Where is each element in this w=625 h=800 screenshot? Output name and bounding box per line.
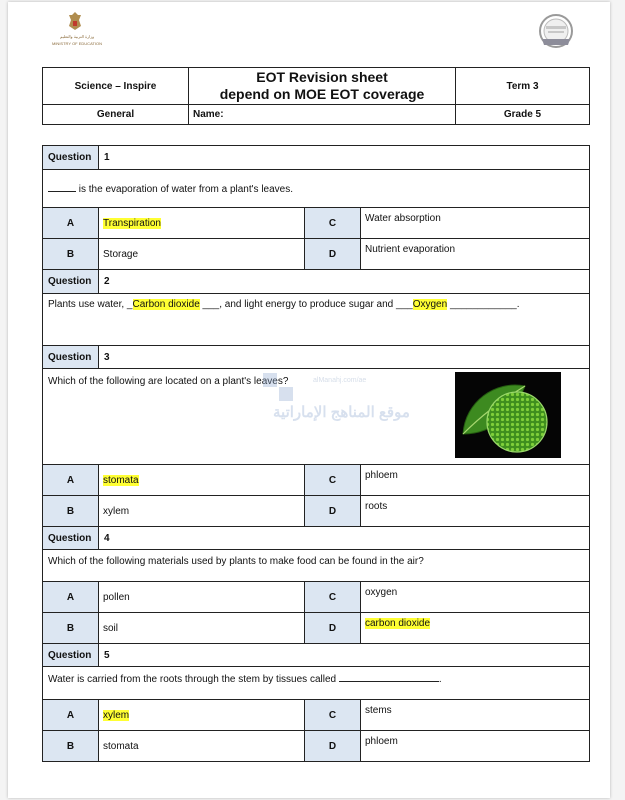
leaf-icon xyxy=(455,372,561,458)
highlighted-answer: Oxygen xyxy=(412,299,448,310)
question-stem-row xyxy=(43,667,590,700)
question-stem-row xyxy=(43,550,590,582)
question-number: 5 xyxy=(99,644,590,667)
question-number: 1 xyxy=(99,146,590,170)
options-row xyxy=(43,239,590,270)
question-header-row xyxy=(43,527,590,550)
question-header-row xyxy=(43,270,590,294)
question-stem-row xyxy=(43,294,590,346)
question-stem: is the evaporation of water from a plant's leaves. xyxy=(43,170,590,208)
question-stem: Which of the following are located on a plant's leaves? xyxy=(43,369,590,465)
option-c[interactable]: phloem xyxy=(361,465,590,496)
highlighted-answer: Carbon dioxide xyxy=(132,299,200,310)
option-d[interactable]: phloem xyxy=(361,731,590,762)
question-label: Question xyxy=(43,644,99,667)
question-label: Question xyxy=(43,527,99,550)
option-letter: A xyxy=(43,208,99,239)
question-stem-row xyxy=(43,170,590,208)
option-letter: B xyxy=(43,239,99,270)
option-letter: B xyxy=(43,613,99,644)
option-b[interactable]: stomata xyxy=(99,731,305,762)
highlighted-answer: Transpiration xyxy=(103,217,161,229)
falcon-emblem-icon xyxy=(68,12,82,30)
option-letter: D xyxy=(305,613,361,644)
watermark-text: موقع المناهج الإماراتية xyxy=(273,404,410,421)
header-table xyxy=(42,67,590,125)
option-a[interactable] xyxy=(99,700,305,731)
question-header-row xyxy=(43,146,590,170)
question-stem-row xyxy=(43,369,590,465)
answer-blank[interactable] xyxy=(339,672,439,682)
option-letter: B xyxy=(43,496,99,527)
options-row xyxy=(43,700,590,731)
questions-table xyxy=(42,145,590,762)
option-c[interactable]: Water absorption xyxy=(361,208,590,239)
ministry-logo-text-ar: وزارة التربية والتعليم xyxy=(59,34,95,39)
question-number: 3 xyxy=(99,346,590,369)
option-b[interactable]: xylem xyxy=(99,496,305,527)
question-label: Question xyxy=(43,270,99,294)
option-a[interactable] xyxy=(99,465,305,496)
option-letter: B xyxy=(43,731,99,762)
question-header-row xyxy=(43,644,590,667)
options-row xyxy=(43,465,590,496)
options-row xyxy=(43,731,590,762)
question-stem: Plants use water, _Carbon dioxide ___, and light energy to produce sugar and ___Oxygen ____________. xyxy=(43,294,590,346)
highlighted-answer: stomata xyxy=(103,474,139,486)
question-number: 4 xyxy=(99,527,590,550)
question-header-row xyxy=(43,346,590,369)
option-letter: C xyxy=(305,465,361,496)
name-field[interactable]: Name: xyxy=(189,105,456,125)
options-row xyxy=(43,496,590,527)
option-letter: A xyxy=(43,582,99,613)
option-letter: D xyxy=(305,496,361,527)
option-c[interactable]: oxygen xyxy=(361,582,590,613)
option-b[interactable]: soil xyxy=(99,613,305,644)
track-cell: General xyxy=(43,105,189,125)
highlighted-answer: carbon dioxide xyxy=(365,618,431,629)
option-letter: D xyxy=(305,239,361,270)
title-line-2: depend on MOE EOT coverage xyxy=(219,86,425,102)
question-stem: Which of the following materials used by plants to make food can be found in the air? xyxy=(43,550,590,582)
option-d[interactable] xyxy=(361,613,590,644)
question-label: Question xyxy=(43,146,99,170)
options-row xyxy=(43,208,590,239)
options-row xyxy=(43,582,590,613)
ministry-logo xyxy=(46,10,108,52)
term-cell: Term 3 xyxy=(456,68,590,105)
highlighted-answer: xylem xyxy=(103,709,130,721)
option-a[interactable]: pollen xyxy=(99,582,305,613)
option-letter: C xyxy=(305,700,361,731)
questions-area xyxy=(42,145,590,762)
answer-blank[interactable] xyxy=(48,182,76,192)
options-row xyxy=(43,613,590,644)
title-line-1: EOT Revision sheet xyxy=(256,69,388,85)
subject-cell: Science – Inspire xyxy=(43,68,189,105)
worksheet-page xyxy=(8,2,610,798)
school-seal-icon xyxy=(536,12,576,52)
option-letter: C xyxy=(305,582,361,613)
option-c[interactable]: stems xyxy=(361,700,590,731)
option-a[interactable] xyxy=(99,208,305,239)
leaf-closeup-image xyxy=(455,372,561,458)
ministry-logo-text-en: MINISTRY OF EDUCATION xyxy=(51,41,102,46)
question-stem: Water is carried from the roots through the stem by tissues called . xyxy=(43,667,590,700)
question-number: 2 xyxy=(99,270,590,294)
option-letter: C xyxy=(305,208,361,239)
option-letter: D xyxy=(305,731,361,762)
option-letter: A xyxy=(43,465,99,496)
option-letter: A xyxy=(43,700,99,731)
question-label: Question xyxy=(43,346,99,369)
watermark-url: alManahj.com/ae xyxy=(313,377,367,384)
title-cell xyxy=(189,68,456,105)
option-d[interactable]: roots xyxy=(361,496,590,527)
option-b[interactable]: Storage xyxy=(99,239,305,270)
grade-cell: Grade 5 xyxy=(456,105,590,125)
option-d[interactable]: Nutrient evaporation xyxy=(361,239,590,270)
